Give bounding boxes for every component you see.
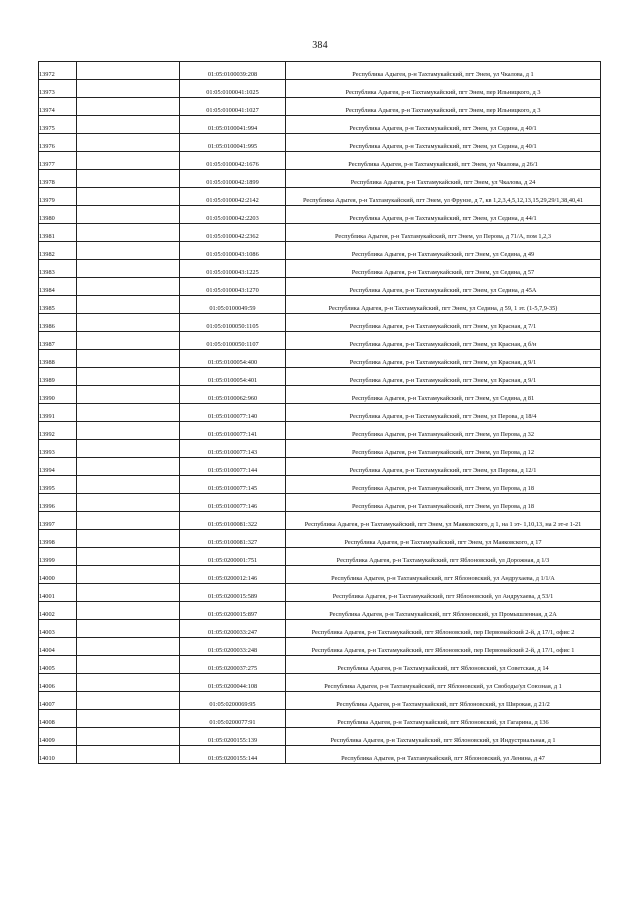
empty-cell [77, 206, 180, 224]
address-cell: Республика Адыгея, р-н Тахтамукайский, пгт Яблоновский, пер Первомайский 2-й, д 17/1, офис 1 [286, 638, 601, 656]
row-number-cell: 13988 [39, 350, 77, 368]
table-row [39, 674, 601, 692]
table-row [39, 242, 601, 260]
empty-cell [77, 350, 180, 368]
table-row [39, 440, 601, 458]
cadastral-number-cell: 01:05:0200012:146 [180, 566, 286, 584]
empty-cell [77, 602, 180, 620]
row-number-cell: 14006 [39, 674, 77, 692]
address-cell: Республика Адыгея, р-н Тахтамукайский, пгт Яблоновский, ул Индустриальная, д 1 [286, 728, 601, 746]
row-number-cell: 13990 [39, 386, 77, 404]
empty-cell [77, 638, 180, 656]
empty-cell [77, 404, 180, 422]
row-number-cell: 13978 [39, 170, 77, 188]
table-row [39, 494, 601, 512]
address-cell: Республика Адыгея, р-н Тахтамукайский, пгт Энем, ул Перова, д 12 [286, 440, 601, 458]
address-cell: Республика Адыгея, р-н Тахтамукайский, пгт Энем, ул Красная, д 7/1 [286, 314, 601, 332]
cadastral-number-cell: 01:05:0100041:1025 [180, 80, 286, 98]
address-cell: Республика Адыгея, р-н Тахтамукайский, пгт Энем, ул Седина, д 45А [286, 278, 601, 296]
empty-cell [77, 728, 180, 746]
cadastral-number-cell: 01:05:0100050:1105 [180, 314, 286, 332]
table-row [39, 692, 601, 710]
table-row [39, 188, 601, 206]
empty-cell [77, 512, 180, 530]
address-cell: Республика Адыгея, р-н Тахтамукайский, пгт Энем, ул Перова, д 18/4 [286, 404, 601, 422]
row-number-cell: 14008 [39, 710, 77, 728]
row-number-cell: 13995 [39, 476, 77, 494]
address-cell: Республика Адыгея, р-н Тахтамукайский, пгт Энем, ул Седина, д 81 [286, 386, 601, 404]
cadastral-number-cell: 01:05:0200077:91 [180, 710, 286, 728]
table-row [39, 638, 601, 656]
address-cell: Республика Адыгея, р-н Тахтамукайский, пгт Энем, ул Перова, д 71/А, пом 1,2,3 [286, 224, 601, 242]
row-number-cell: 13985 [39, 296, 77, 314]
registry-table [38, 61, 601, 764]
address-cell: Республика Адыгея, р-н Тахтамукайский, пгт Яблоновский, ул Дорожная, д 1/3 [286, 548, 601, 566]
empty-cell [77, 314, 180, 332]
row-number-cell: 14002 [39, 602, 77, 620]
cadastral-number-cell: 01:05:0100077:145 [180, 476, 286, 494]
row-number-cell: 13977 [39, 152, 77, 170]
table-row [39, 314, 601, 332]
row-number-cell: 13997 [39, 512, 77, 530]
table-row [39, 98, 601, 116]
cadastral-number-cell: 01:05:0200044:108 [180, 674, 286, 692]
table-row [39, 584, 601, 602]
empty-cell [77, 152, 180, 170]
table-row [39, 116, 601, 134]
table-row [39, 386, 601, 404]
row-number-cell: 13994 [39, 458, 77, 476]
table-row [39, 368, 601, 386]
address-cell: Республика Адыгея, р-н Тахтамукайский, пгт Энем, ул Перова, д 12/1 [286, 458, 601, 476]
address-cell: Республика Адыгея, р-н Тахтамукайский, пгт Энем, ул Чкалова, д 1 [286, 62, 601, 80]
address-cell: Республика Адыгея, р-н Тахтамукайский, пгт Энем, пер Ильницкого, д 3 [286, 98, 601, 116]
cadastral-number-cell: 01:05:0200069:95 [180, 692, 286, 710]
table-row [39, 296, 601, 314]
address-cell: Республика Адыгея, р-н Тахтамукайский, пгт Энем, ул Седина, д 40/1 [286, 134, 601, 152]
cadastral-number-cell: 01:05:0100077:140 [180, 404, 286, 422]
row-number-cell: 13980 [39, 206, 77, 224]
address-cell: Республика Адыгея, р-н Тахтамукайский, пгт Энем, ул Чкалова, д 24 [286, 170, 601, 188]
page-number: 384 [312, 40, 328, 51]
table-row [39, 134, 601, 152]
address-cell: Республика Адыгея, р-н Тахтамукайский, пгт Яблоновский, ул Свободы/ул Союзная, д 1 [286, 674, 601, 692]
row-number-cell: 13979 [39, 188, 77, 206]
cadastral-number-cell: 01:05:0200001:751 [180, 548, 286, 566]
address-cell: Республика Адыгея, р-н Тахтамукайский, пгт Энем, ул Красная, д 9/1 [286, 368, 601, 386]
row-number-cell: 13974 [39, 98, 77, 116]
address-cell: Республика Адыгея, р-н Тахтамукайский, пгт Яблоновский, ул Андрухаева, д 1/1/А [286, 566, 601, 584]
row-number-cell: 13986 [39, 314, 77, 332]
empty-cell [77, 620, 180, 638]
cadastral-number-cell: 01:05:0200015:589 [180, 584, 286, 602]
row-number-cell: 14005 [39, 656, 77, 674]
table-row [39, 206, 601, 224]
empty-cell [77, 80, 180, 98]
cadastral-number-cell: 01:05:0100077:143 [180, 440, 286, 458]
empty-cell [77, 584, 180, 602]
row-number-cell: 13999 [39, 548, 77, 566]
cadastral-number-cell: 01:05:0100042:1676 [180, 152, 286, 170]
address-cell: Республика Адыгея, р-н Тахтамукайский, пгт Яблоновский, ул Широкая, д 21/2 [286, 692, 601, 710]
empty-cell [77, 224, 180, 242]
address-cell: Республика Адыгея, р-н Тахтамукайский, пгт Энем, ул Седина, д 59, 1 эт. (1-5,7,9-35) [286, 296, 601, 314]
cadastral-number-cell: 01:05:0100077:141 [180, 422, 286, 440]
row-number-cell: 14009 [39, 728, 77, 746]
row-number-cell: 13991 [39, 404, 77, 422]
address-cell: Республика Адыгея, р-н Тахтамукайский, пгт Энем, ул Перова, д 18 [286, 494, 601, 512]
table-row [39, 458, 601, 476]
row-number-cell: 13992 [39, 422, 77, 440]
cadastral-number-cell: 01:05:0200015:897 [180, 602, 286, 620]
empty-cell [77, 62, 180, 80]
row-number-cell: 14000 [39, 566, 77, 584]
empty-cell [77, 548, 180, 566]
row-number-cell: 13993 [39, 440, 77, 458]
cadastral-number-cell: 01:05:0100043:1270 [180, 278, 286, 296]
empty-cell [77, 440, 180, 458]
row-number-cell: 13996 [39, 494, 77, 512]
address-cell: Республика Адыгея, р-н Тахтамукайский, пгт Энем, ул Красная, д б/н [286, 332, 601, 350]
cadastral-number-cell: 01:05:0100081:327 [180, 530, 286, 548]
address-cell: Республика Адыгея, р-н Тахтамукайский, пгт Яблоновский, ул Андрухаева, д 53/1 [286, 584, 601, 602]
table-row [39, 332, 601, 350]
address-cell: Республика Адыгея, р-н Тахтамукайский, пгт Яблоновский, ул Ленина, д 47 [286, 746, 601, 764]
address-cell: Республика Адыгея, р-н Тахтамукайский, пгт Энем, ул Седина, д 44/1 [286, 206, 601, 224]
empty-cell [77, 368, 180, 386]
table-row [39, 602, 601, 620]
table-row [39, 620, 601, 638]
empty-cell [77, 746, 180, 764]
address-cell: Республика Адыгея, р-н Тахтамукайский, пгт Энем, ул Седина, д 49 [286, 242, 601, 260]
table-row [39, 566, 601, 584]
row-number-cell: 13983 [39, 260, 77, 278]
table-row [39, 710, 601, 728]
table-row [39, 224, 601, 242]
row-number-cell: 13972 [39, 62, 77, 80]
empty-cell [77, 332, 180, 350]
cadastral-number-cell: 01:05:0100039:208 [180, 62, 286, 80]
table-row [39, 170, 601, 188]
cadastral-number-cell: 01:05:0100041:994 [180, 116, 286, 134]
row-number-cell: 13984 [39, 278, 77, 296]
empty-cell [77, 242, 180, 260]
row-number-cell: 13973 [39, 80, 77, 98]
cadastral-number-cell: 01:05:0100054:401 [180, 368, 286, 386]
cadastral-number-cell: 01:05:0100077:146 [180, 494, 286, 512]
empty-cell [77, 476, 180, 494]
empty-cell [77, 170, 180, 188]
address-cell: Республика Адыгея, р-н Тахтамукайский, пгт Энем, ул Маяковского, д 1, на 1 эт- 1,10,13, на 2 эт-е 1-21 [286, 512, 601, 530]
table-row [39, 80, 601, 98]
address-cell: Республика Адыгея, р-н Тахтамукайский, пгт Энем, ул Маяковского, д 17 [286, 530, 601, 548]
registry-table-body [39, 62, 601, 764]
empty-cell [77, 260, 180, 278]
cadastral-number-cell: 01:05:0100081:322 [180, 512, 286, 530]
empty-cell [77, 98, 180, 116]
cadastral-number-cell: 01:05:0100077:144 [180, 458, 286, 476]
row-number-cell: 13998 [39, 530, 77, 548]
address-cell: Республика Адыгея, р-н Тахтамукайский, пгт Энем, пер Ильницкого, д 3 [286, 80, 601, 98]
row-number-cell: 13975 [39, 116, 77, 134]
empty-cell [77, 188, 180, 206]
cadastral-number-cell: 01:05:0100042:2203 [180, 206, 286, 224]
cadastral-number-cell: 01:05:0100062:960 [180, 386, 286, 404]
address-cell: Республика Адыгея, р-н Тахтамукайский, пгт Энем, ул Седина, д 57 [286, 260, 601, 278]
address-cell: Республика Адыгея, р-н Тахтамукайский, пгт Энем, ул Перова, д 18 [286, 476, 601, 494]
empty-cell [77, 710, 180, 728]
table-row [39, 404, 601, 422]
empty-cell [77, 530, 180, 548]
address-cell: Республика Адыгея, р-н Тахтамукайский, пгт Энем, ул Чкалова, д 26/1 [286, 152, 601, 170]
cadastral-number-cell: 01:05:0200155:144 [180, 746, 286, 764]
table-row [39, 260, 601, 278]
cadastral-number-cell: 01:05:0100042:2142 [180, 188, 286, 206]
empty-cell [77, 278, 180, 296]
table-row [39, 422, 601, 440]
row-number-cell: 13989 [39, 368, 77, 386]
empty-cell [77, 422, 180, 440]
address-cell: Республика Адыгея, р-н Тахтамукайский, пгт Яблоновский, ул Советская, д 14 [286, 656, 601, 674]
address-cell: Республика Адыгея, р-н Тахтамукайский, пгт Яблоновский, ул Промышленная, д 2А [286, 602, 601, 620]
row-number-cell: 14001 [39, 584, 77, 602]
cadastral-number-cell: 01:05:0100041:995 [180, 134, 286, 152]
table-row [39, 548, 601, 566]
cadastral-number-cell: 01:05:0100050:1107 [180, 332, 286, 350]
table-row [39, 152, 601, 170]
cadastral-number-cell: 01:05:0100054:400 [180, 350, 286, 368]
row-number-cell: 13982 [39, 242, 77, 260]
cadastral-number-cell: 01:05:0100041:1027 [180, 98, 286, 116]
row-number-cell: 13976 [39, 134, 77, 152]
table-row [39, 656, 601, 674]
empty-cell [77, 656, 180, 674]
cadastral-number-cell: 01:05:0200155:139 [180, 728, 286, 746]
address-cell: Республика Адыгея, р-н Тахтамукайский, пгт Энем, ул Перова, д 32 [286, 422, 601, 440]
table-row [39, 530, 601, 548]
table-row [39, 728, 601, 746]
cadastral-number-cell: 01:05:0100049:59 [180, 296, 286, 314]
empty-cell [77, 296, 180, 314]
row-number-cell: 14007 [39, 692, 77, 710]
table-row [39, 350, 601, 368]
empty-cell [77, 116, 180, 134]
empty-cell [77, 134, 180, 152]
address-cell: Республика Адыгея, р-н Тахтамукайский, пгт Яблоновский, пер Первомайский 2-й, д 17/1, офис 2 [286, 620, 601, 638]
address-cell: Республика Адыгея, р-н Тахтамукайский, пгт Яблоновский, ул Гагарина, д 136 [286, 710, 601, 728]
table-row [39, 278, 601, 296]
empty-cell [77, 386, 180, 404]
row-number-cell: 14003 [39, 620, 77, 638]
address-cell: Республика Адыгея, р-н Тахтамукайский, пгт Энем, ул Фрунзе, д 7, кв 1,2,3,4,5,12,13,15,29,29/1,38,40,41 [286, 188, 601, 206]
empty-cell [77, 566, 180, 584]
address-cell: Республика Адыгея, р-н Тахтамукайский, пгт Энем, ул Седина, д 40/1 [286, 116, 601, 134]
table-row [39, 62, 601, 80]
row-number-cell: 13981 [39, 224, 77, 242]
empty-cell [77, 692, 180, 710]
cadastral-number-cell: 01:05:0100043:1225 [180, 260, 286, 278]
cadastral-number-cell: 01:05:0200037:275 [180, 656, 286, 674]
address-cell: Республика Адыгея, р-н Тахтамукайский, пгт Энем, ул Красная, д 9/1 [286, 350, 601, 368]
table-row [39, 746, 601, 764]
cadastral-number-cell: 01:05:0200033:248 [180, 638, 286, 656]
cadastral-number-cell: 01:05:0100043:1086 [180, 242, 286, 260]
table-row [39, 512, 601, 530]
empty-cell [77, 458, 180, 476]
cadastral-number-cell: 01:05:0100042:2362 [180, 224, 286, 242]
empty-cell [77, 494, 180, 512]
row-number-cell: 13987 [39, 332, 77, 350]
cadastral-number-cell: 01:05:0200033:247 [180, 620, 286, 638]
cadastral-number-cell: 01:05:0100042:1899 [180, 170, 286, 188]
row-number-cell: 14004 [39, 638, 77, 656]
empty-cell [77, 674, 180, 692]
row-number-cell: 14010 [39, 746, 77, 764]
table-row [39, 476, 601, 494]
